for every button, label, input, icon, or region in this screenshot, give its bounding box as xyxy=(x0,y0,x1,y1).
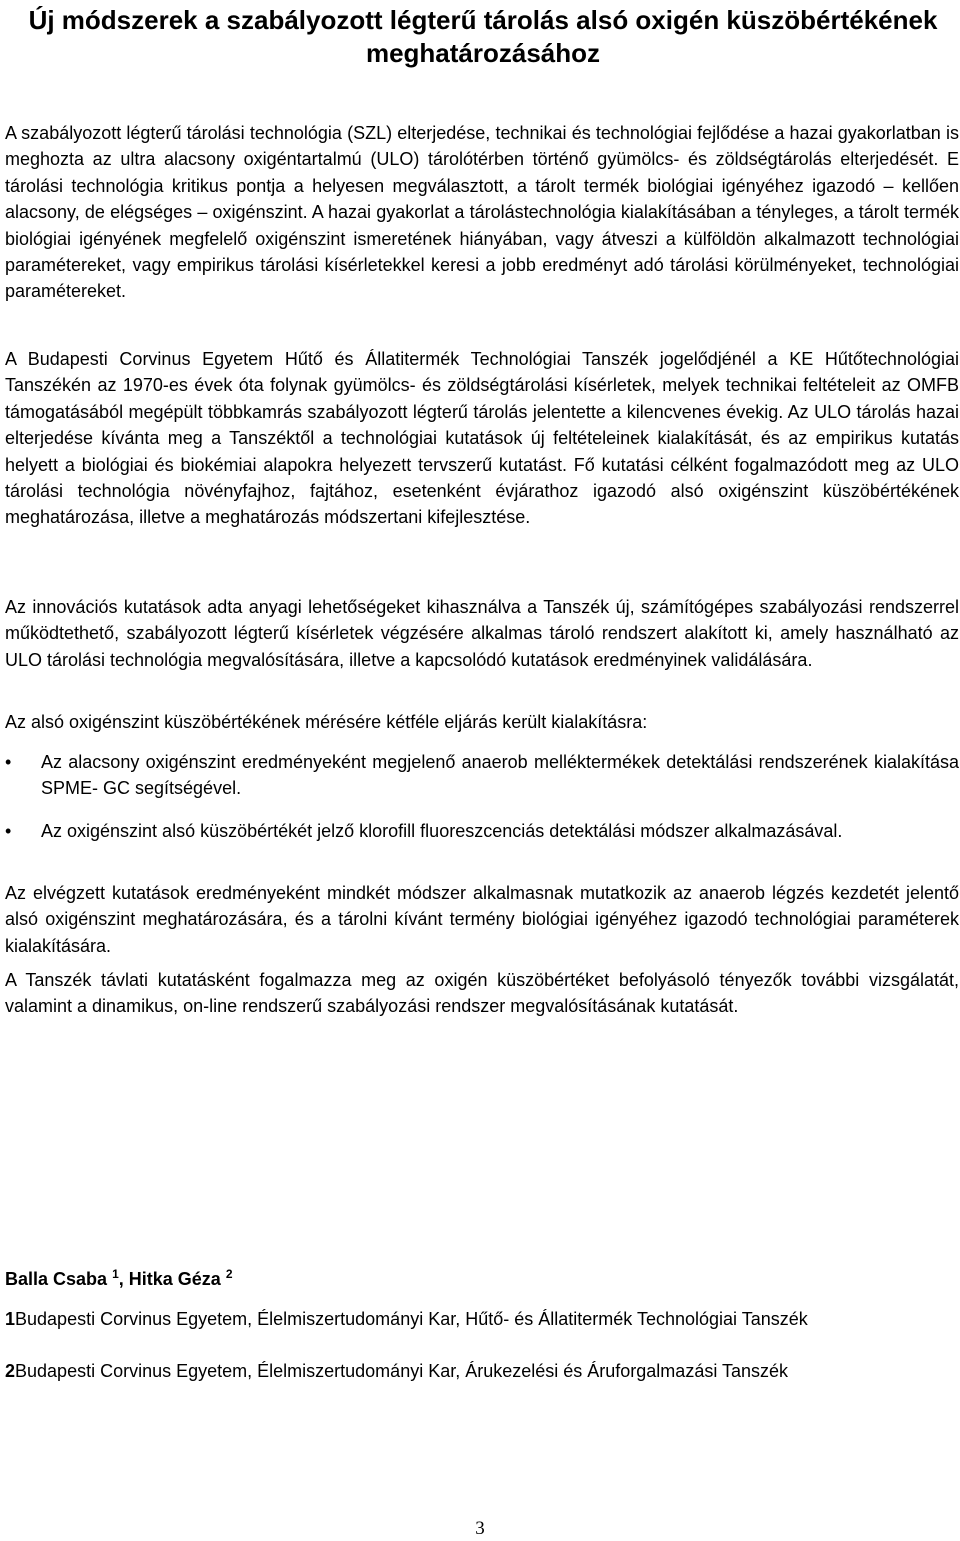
affiliation-marker: 2 xyxy=(5,1361,16,1381)
bullet-icon: • xyxy=(5,820,12,841)
list-item xyxy=(5,818,959,844)
affiliation-text: Budapesti Corvinus Egyetem, Élelmiszertudományi Kar, Árukezelési és Áruforgalmazási Tanszék xyxy=(15,1361,789,1381)
page-number: 3 xyxy=(475,1518,485,1539)
affiliation-1 xyxy=(5,1306,959,1332)
author-line xyxy=(5,1266,233,1292)
methods-list xyxy=(5,749,959,844)
list-item-text: Az alacsony oxigénszint eredményeként megjelenő anaerob melléktermékek detektálási rendszerének kialakítása SPME- GC segítségével. xyxy=(41,752,959,799)
paragraph-innovation: Az innovációs kutatások adta anyagi lehetőségeket kihasználva a Tanszék új, számítógépes szabályozási rendszerrel működtethető, szabályozott légterű kísérletek végzésére alkalmas tároló rendszert alakított ki, amely használható az ULO tárolási technológia megvalósítására, illetve a kapcsolódó kutatások eredményinek validálására. xyxy=(5,597,959,670)
author-affiliation-marker: 2 xyxy=(225,1267,233,1281)
document-title: Új módszerek a szabályozott légterű tárolás alsó oxigén küszöbértékének meghatározásához xyxy=(28,5,938,68)
author-separator: , xyxy=(118,1269,129,1289)
paragraph-intro: A szabályozott légterű tárolási technológia (SZL) elterjedése, technikai és technológiai fejlődése a hazai gyakorlatban is meghozta az ultra alacsony oxigéntartalmú (ULO) tárolótérben történő gyümölcs- és zöldségtárolás elterjedését. E tárolási technológia kritikus pontja a helyesen megválasztott, a tárolt termék biológiai igényéhez igazodó – kellően alacsony, de elégséges – oxigénszint. A hazai gyakorlat a tárolástechnológia kialakításában a tényleges, a tárolt termék biológiai igényének megfelelő oxigénszint ismeretének hiányában, vagy átveszi a külföldön alkalmazott technológiai paramétereket, vagy empirikus tárolási kísérletekkel keresi a jobb eredményt adó tárolási körülményeket, technológiai paramétereket. xyxy=(5,123,959,302)
paragraph-methods-intro: Az alsó oxigénszint küszöbértékének mérésére kétféle eljárás került kialakításra: xyxy=(5,712,648,732)
author-name: Balla Csaba xyxy=(5,1269,108,1289)
affiliation-2 xyxy=(5,1358,959,1384)
paragraph-outlook: A Tanszék távlati kutatásként fogalmazza meg az oxigén küszöbértéket befolyásoló tényezők további vizsgálatát, valamint a dinamikus, on-line rendszerű szabályozási rendszer megvalósításának kutatását. xyxy=(5,970,959,1017)
author-affiliation-marker: 1 xyxy=(112,1267,119,1281)
list-item xyxy=(5,749,959,802)
list-item-text: Az oxigénszint alsó küszöbértékét jelző klorofill fluoreszcenciás detektálási módszer alkalmazásával. xyxy=(41,820,843,841)
affiliation-marker: 1 xyxy=(5,1309,16,1329)
paragraph-results: Az elvégzett kutatások eredményeként mindkét módszer alkalmasnak mutatkozik az anaerob légzés kezdetét jelentő alsó oxigénszint meghatározására, és a tárolni kívánt termény biológiai igényéhez igazodó technológiai paraméterek kialakítására. xyxy=(5,883,959,956)
paragraph-history: A Budapesti Corvinus Egyetem Hűtő és Állatitermék Technológiai Tanszék jogelődjénél a KE Hűtőtechnológiai Tanszékén az 1970-es évek óta folynak gyümölcs- és zöldségtárolási kísérletek, melyek technikai feltételeit az OMFB támogatásából megépült többkamrás szabályozott légterű tárolás jelentette a kilencvenes évekig. Az ULO tárolás hazai elterjedése kívánta meg a Tanszéktől a technológiai kutatások új feltételeinek kialakítását, és az empirikus kutatás helyett a biológiai és biokémiai alapokra helyezett tervszerű kutatást. Fő kutatási célként fogalmazódott meg az ULO tárolási technológia növényfajhoz, fajtához, esetenként évjárathoz igazodó alsó oxigénszint küszöbértékének meghatározása, illetve a meghatározás módszertani kifejlesztése. xyxy=(5,349,959,528)
author-name: Hitka Géza xyxy=(128,1269,221,1289)
affiliation-text: Budapesti Corvinus Egyetem, Élelmiszertudományi Kar, Hűtő- és Állatitermék Technológiai Tanszék xyxy=(15,1309,808,1329)
bullet-icon: • xyxy=(5,752,12,772)
